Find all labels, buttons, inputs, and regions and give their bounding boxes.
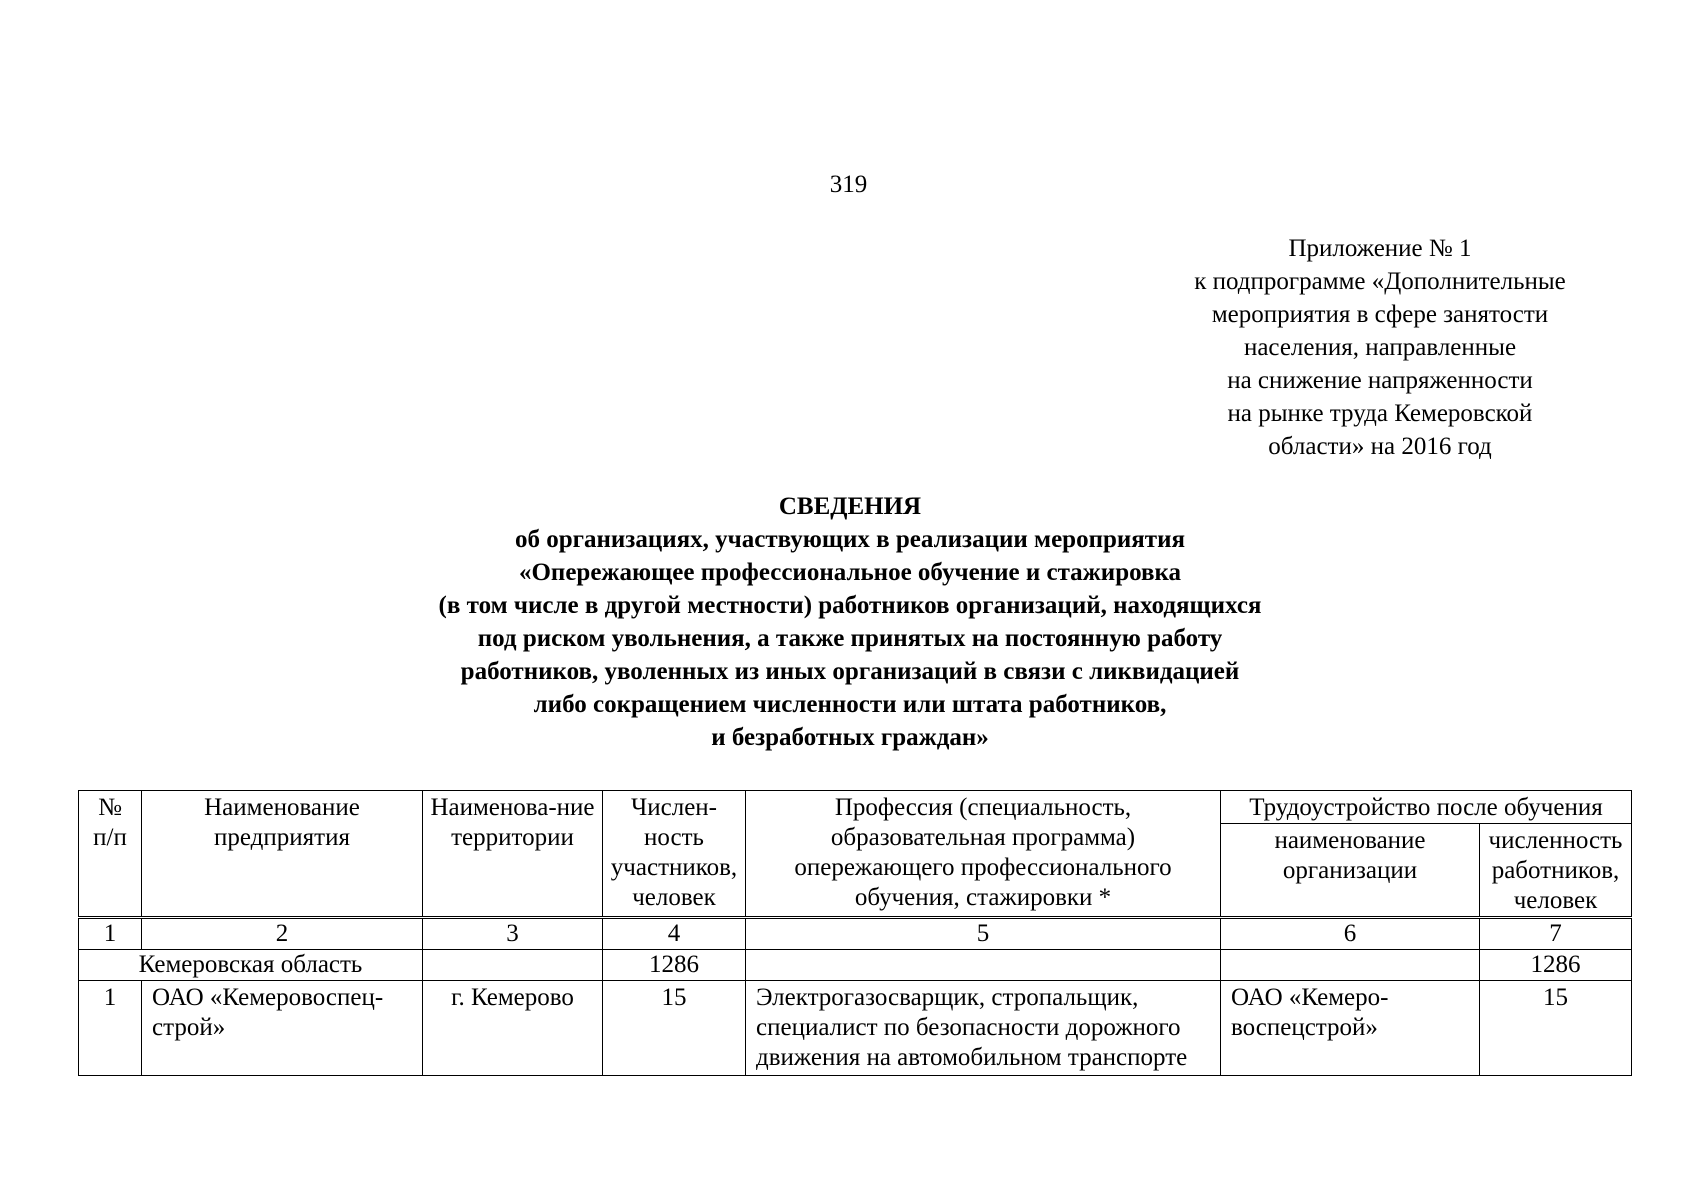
region-territory-cell — [423, 950, 603, 981]
appendix-line: Приложение № 1 — [1288, 235, 1472, 262]
row-employment-count: 15 — [1480, 981, 1632, 1076]
header-participants: Числен-ность участников, человек — [603, 791, 746, 918]
appendix-line: на снижение напряженности — [1227, 367, 1533, 394]
table-row — [79, 981, 1632, 1076]
title-line: и безработных граждан» — [711, 724, 989, 751]
row-num: 1 — [79, 981, 142, 1076]
title-line: работников, уволенных из иных организаций в связи с ликвидацией — [460, 658, 1240, 685]
appendix-line: мероприятия в сфере занятости — [1211, 301, 1549, 328]
row-profession: Электрогазосварщик, стропальщик, специалист по безопасности дорожного движения на автомобильном транспорте — [746, 981, 1221, 1076]
region-employed: 1286 — [1480, 950, 1632, 981]
column-number: 4 — [603, 918, 746, 950]
column-number: 1 — [79, 918, 142, 950]
header-enterprise: Наименование предприятия — [142, 791, 423, 918]
header-territory: Наименова-ние территории — [423, 791, 603, 918]
row-participants: 15 — [603, 981, 746, 1076]
header-profession: Профессия (специальность, образовательная программа) опережающего профессионального обучения, стажировки * — [746, 791, 1221, 918]
title-heading: СВЕДЕНИЯ — [778, 493, 922, 520]
region-name: Кемеровская область — [79, 950, 423, 981]
column-number: 7 — [1480, 918, 1632, 950]
title-line: под риском увольнения, а также принятых на постоянную работу — [477, 625, 1223, 652]
title-line: об организациях, участвующих в реализации мероприятия — [514, 526, 1186, 553]
table-header-row — [79, 791, 1632, 824]
column-number: 5 — [746, 918, 1221, 950]
title-line: (в том числе в другой местности) работников организаций, находящихся — [438, 592, 1262, 619]
region-row — [79, 950, 1632, 981]
header-employment-count: численность работников, человек — [1480, 824, 1632, 918]
appendix-note — [1150, 232, 1610, 463]
column-numbers-row — [79, 918, 1632, 950]
appendix-line: к подпрограмме «Дополнительные — [1194, 268, 1566, 295]
title-line: либо сокращением численности или штата работников, — [533, 691, 1167, 718]
document-title — [250, 490, 1450, 754]
region-profession-cell — [746, 950, 1221, 981]
appendix-line: на рынке труда Кемеровской — [1227, 400, 1533, 427]
appendix-line: населения, направленные — [1243, 334, 1517, 361]
column-number: 6 — [1221, 918, 1480, 950]
header-employment-org: наименование организации — [1221, 824, 1480, 918]
column-number: 2 — [142, 918, 423, 950]
organizations-table — [78, 790, 1632, 1076]
header-num: № п/п — [79, 791, 142, 918]
page-number: 319 — [829, 171, 868, 198]
row-employment-org: ОАО «Кемеро-воспецстрой» — [1221, 981, 1480, 1076]
row-territory: г. Кемерово — [423, 981, 603, 1076]
appendix-line: области» на 2016 год — [1268, 433, 1492, 460]
title-line: «Опережающее профессиональное обучение и стажировка — [518, 559, 1182, 586]
region-participants: 1286 — [603, 950, 746, 981]
column-number: 3 — [423, 918, 603, 950]
region-org-cell — [1221, 950, 1480, 981]
row-enterprise: ОАО «Кемеровоспец-строй» — [142, 981, 423, 1076]
header-employment: Трудоустройство после обучения — [1221, 791, 1632, 824]
